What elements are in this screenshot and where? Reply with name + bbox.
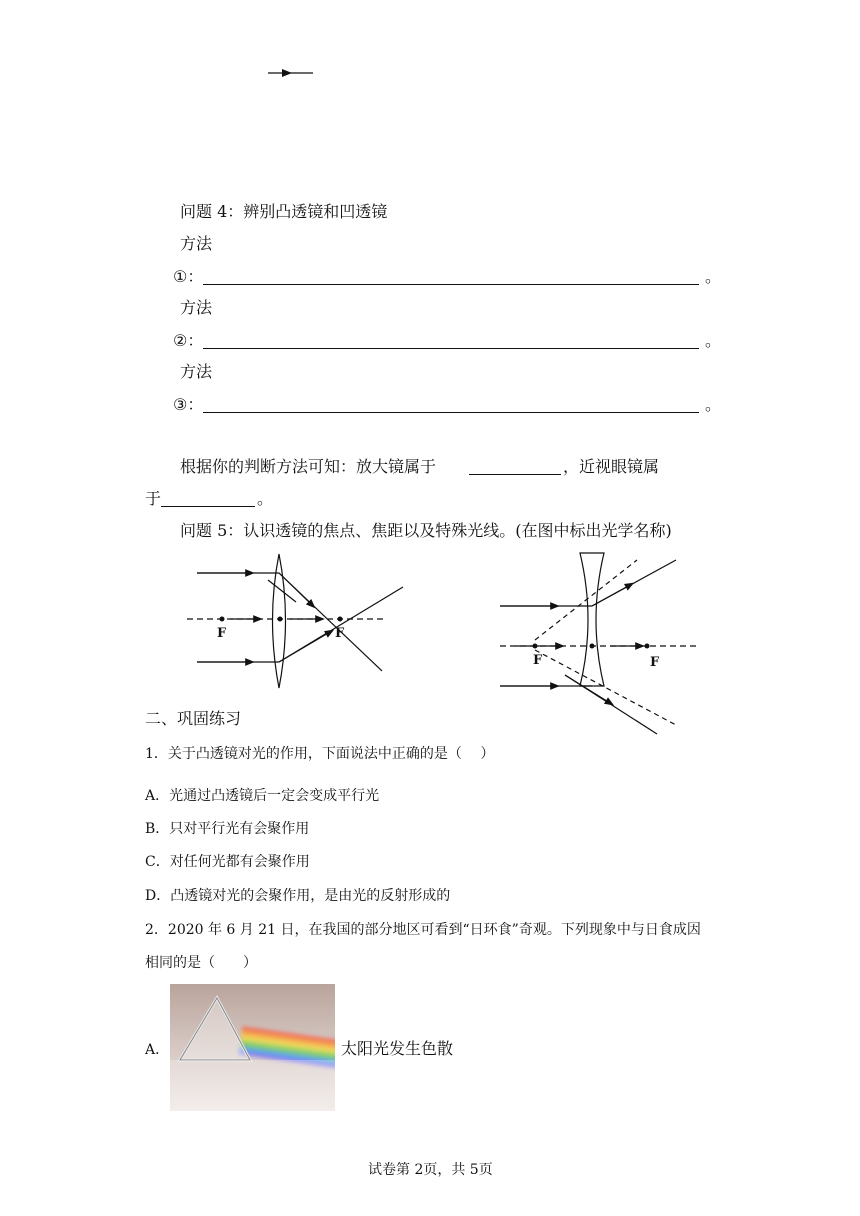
- question-1-option-b: B．只对平行光有会聚作用: [145, 821, 310, 837]
- method-3-period: 。: [705, 395, 722, 414]
- judge-line-2-end: 。: [257, 489, 274, 508]
- method-2-period: 。: [705, 331, 722, 350]
- question-1-option-d: D．凸透镜对光的会聚作用，是由光的反射形成的: [145, 888, 451, 904]
- method-1-period: 。: [705, 267, 722, 286]
- section-2-title: 二、巩固练习: [145, 709, 242, 728]
- judge-line-2-start: 于: [145, 489, 162, 508]
- method-2-number: ②：: [173, 331, 204, 350]
- method-3-answer-line: [203, 412, 699, 413]
- myopia-glasses-answer-line: [161, 506, 255, 507]
- magnifier-answer-line: [469, 474, 561, 475]
- question-1-option-a: A．光通过凸透镜后一定会变成平行光: [145, 788, 380, 804]
- prism-dispersion-image: [170, 984, 335, 1111]
- method-1-number: ①：: [173, 267, 204, 286]
- concave-focus-label-right: F: [650, 655, 660, 670]
- question-1-option-c: C．对任何光都有会聚作用: [145, 854, 310, 870]
- prism-icon: [170, 984, 335, 1111]
- page-footer: 试卷第 2页，共 5页: [368, 1162, 493, 1178]
- judge-line-1: 根据你的判断方法可知：放大镜属于: [180, 457, 437, 476]
- question-5-title: 问题 5：认识透镜的焦点、焦距以及特殊光线。(在图中标出光学名称): [180, 521, 672, 540]
- method-3-number: ③：: [173, 395, 204, 414]
- concave-focus-label-left: F: [533, 653, 543, 668]
- method-1-answer-line: [203, 284, 699, 285]
- method-3-word: 方法: [180, 362, 213, 381]
- question-2-stem-line-2: 相同的是（ ）: [145, 955, 257, 971]
- question-4-title: 问题 4：辨别凸透镜和凹透镜: [180, 202, 388, 221]
- question-2-option-a-text: 太阳光发生色散: [341, 1039, 454, 1058]
- question-2-stem-line-1: 2．2020 年 6 月 21 日，在我国的部分地区可看到“日环食”奇观。下列现象中与日食成因: [145, 922, 701, 938]
- method-2-word: 方法: [180, 298, 213, 317]
- judge-line-1-end: ，近视眼镜属: [563, 457, 660, 476]
- convex-focus-label-left: F: [217, 626, 227, 641]
- method-2-answer-line: [203, 348, 699, 349]
- convex-focus-label-right: F: [335, 626, 345, 641]
- convex-lens-diagram: [187, 554, 403, 688]
- concave-lens-diagram: [500, 553, 700, 734]
- method-1-word: 方法: [180, 234, 213, 253]
- question-2-option-a-letter: A．: [145, 1042, 170, 1058]
- question-1-stem: 1．关于凸透镜对光的作用，下面说法中正确的是（ ）: [145, 746, 495, 762]
